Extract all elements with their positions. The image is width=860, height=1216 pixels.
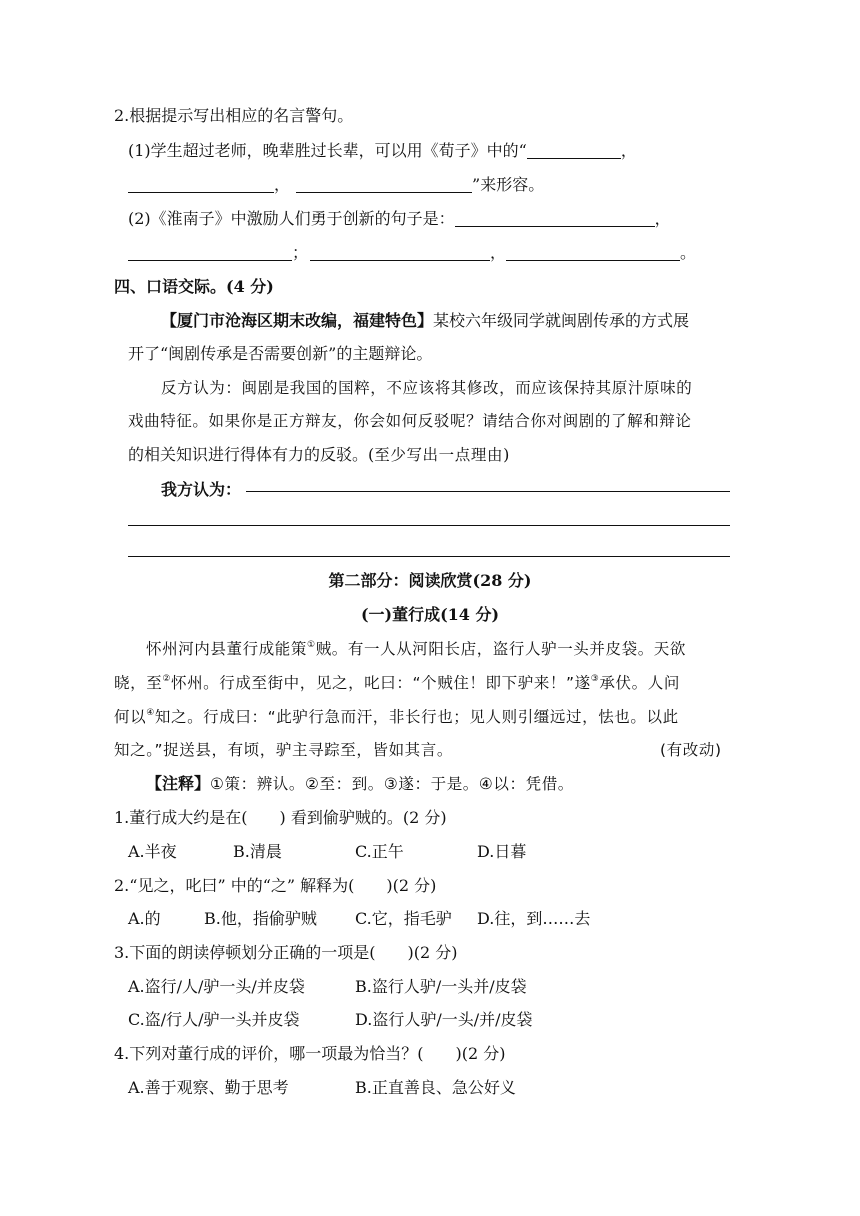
answer-blank[interactable] bbox=[128, 243, 292, 261]
answer-blank[interactable] bbox=[527, 141, 621, 159]
option-c[interactable]: C.盗/行人/驴一头并皮袋 bbox=[128, 1010, 300, 1029]
footnote-marker: ② bbox=[162, 674, 171, 684]
answer-line[interactable] bbox=[246, 491, 730, 492]
option-b[interactable]: B.他，指偷驴贼 bbox=[204, 909, 317, 928]
question-1-stem: 1.董行成大约是在( ) 看到偷驴贼的。(2 分) bbox=[114, 808, 447, 827]
option-d[interactable]: D.日暮 bbox=[477, 842, 527, 861]
question-2-2-cont: ； ， 。 bbox=[128, 243, 860, 263]
option-d[interactable]: D.盗行人驴/一头/并/皮袋 bbox=[355, 1010, 533, 1029]
section-4-intro-cont: 开了“闽剧传承是否需要创新”的主题辩论。 bbox=[128, 344, 433, 363]
source-note: (有改动) bbox=[660, 741, 722, 759]
opponent-view-line-1: 反方认为：闽剧是我国的国粹，不应该将其修改，而应该保持其原汁原味的 bbox=[161, 379, 693, 397]
passage-line-2: 晓，至②怀州。行成至街中，见之，叱曰：“个贼住！即下驴来！”遂③承伏。人问 bbox=[114, 674, 680, 692]
option-a[interactable]: A.盗行/人/驴一头/并皮袋 bbox=[128, 977, 305, 996]
option-c[interactable]: C.正午 bbox=[355, 842, 404, 861]
question-4-stem: 4.下列对董行成的评价，哪一项最为恰当？( )(2 分) bbox=[114, 1044, 506, 1063]
question-2-1-cont: ， ”来形容。 bbox=[128, 175, 860, 195]
answer-line[interactable] bbox=[128, 525, 730, 526]
question-3-stem: 3.下面的朗读停顿划分正确的一项是( )(2 分) bbox=[114, 943, 458, 962]
opponent-view-line-3: 的相关知识进行得体有力的反驳。(至少写出一点理由) bbox=[128, 445, 510, 464]
answer-blank[interactable] bbox=[128, 175, 274, 193]
passage-title: (一)董行成(14 分) bbox=[360, 605, 500, 624]
opponent-view-line-2: 戏曲特征。如果你是正方辩友，你会如何反驳呢？请结合你对闽剧的了解和辩论 bbox=[128, 412, 692, 430]
footnote-marker: ① bbox=[307, 640, 316, 650]
question-2-2: (2)《淮南子》中激励人们勇于创新的句子是： ， bbox=[128, 209, 671, 228]
option-b[interactable]: B.盗行人驴/一头并/皮袋 bbox=[355, 977, 527, 996]
passage-line-1: 怀州河内县董行成能策①贼。有一人从河阳长店，盗行人驴一头并皮袋。天欲 bbox=[146, 640, 686, 658]
part-2-title: 第二部分：阅读欣赏(28 分) bbox=[328, 571, 532, 590]
answer-blank[interactable] bbox=[296, 175, 472, 193]
option-d[interactable]: D.往，到……去 bbox=[477, 909, 591, 928]
question-2-stem: 2.“见之，叱曰” 中的“之” 解释为( )(2 分) bbox=[114, 876, 437, 895]
option-b[interactable]: B.正直善良、急公好义 bbox=[355, 1078, 516, 1097]
answer-blank[interactable] bbox=[455, 209, 655, 227]
question-2-title: 2.根据提示写出相应的名言警句。 bbox=[114, 106, 354, 125]
footnote-marker: ④ bbox=[146, 708, 155, 718]
section-4-intro: 【厦门市沧海区期末改编，福建特色】某校六年级同学就闽剧传承的方式展 bbox=[161, 311, 690, 330]
answer-blank[interactable] bbox=[506, 243, 680, 261]
passage-line-4: 知之。”捉送县，有顷，驴主寻踪至，皆如其言。 bbox=[114, 741, 453, 759]
option-c[interactable]: C.它，指毛驴 bbox=[355, 909, 452, 928]
answer-label: 我方认为： bbox=[161, 480, 242, 499]
question-2-1: (1)学生超过老师，晚辈胜过长辈，可以用《荀子》中的“ ， bbox=[128, 141, 637, 160]
option-a[interactable]: A.的 bbox=[128, 909, 161, 928]
passage-line-3: 何以④知之。行成曰：“此驴行急而汗，非长行也；见人则引缰远过，怯也。以此 bbox=[114, 708, 679, 726]
option-b[interactable]: B.清晨 bbox=[233, 842, 282, 861]
section-4-heading: 四、口语交际。(4 分) bbox=[114, 277, 274, 296]
option-a[interactable]: A.半夜 bbox=[128, 842, 177, 861]
annotations: 【注释】①策：辨认。②至：到。③遂：于是。④以：凭借。 bbox=[146, 774, 574, 793]
option-a[interactable]: A.善于观察、勤于思考 bbox=[128, 1078, 289, 1097]
footnote-marker: ③ bbox=[590, 674, 600, 684]
answer-line[interactable] bbox=[128, 556, 730, 557]
answer-blank[interactable] bbox=[310, 243, 490, 261]
